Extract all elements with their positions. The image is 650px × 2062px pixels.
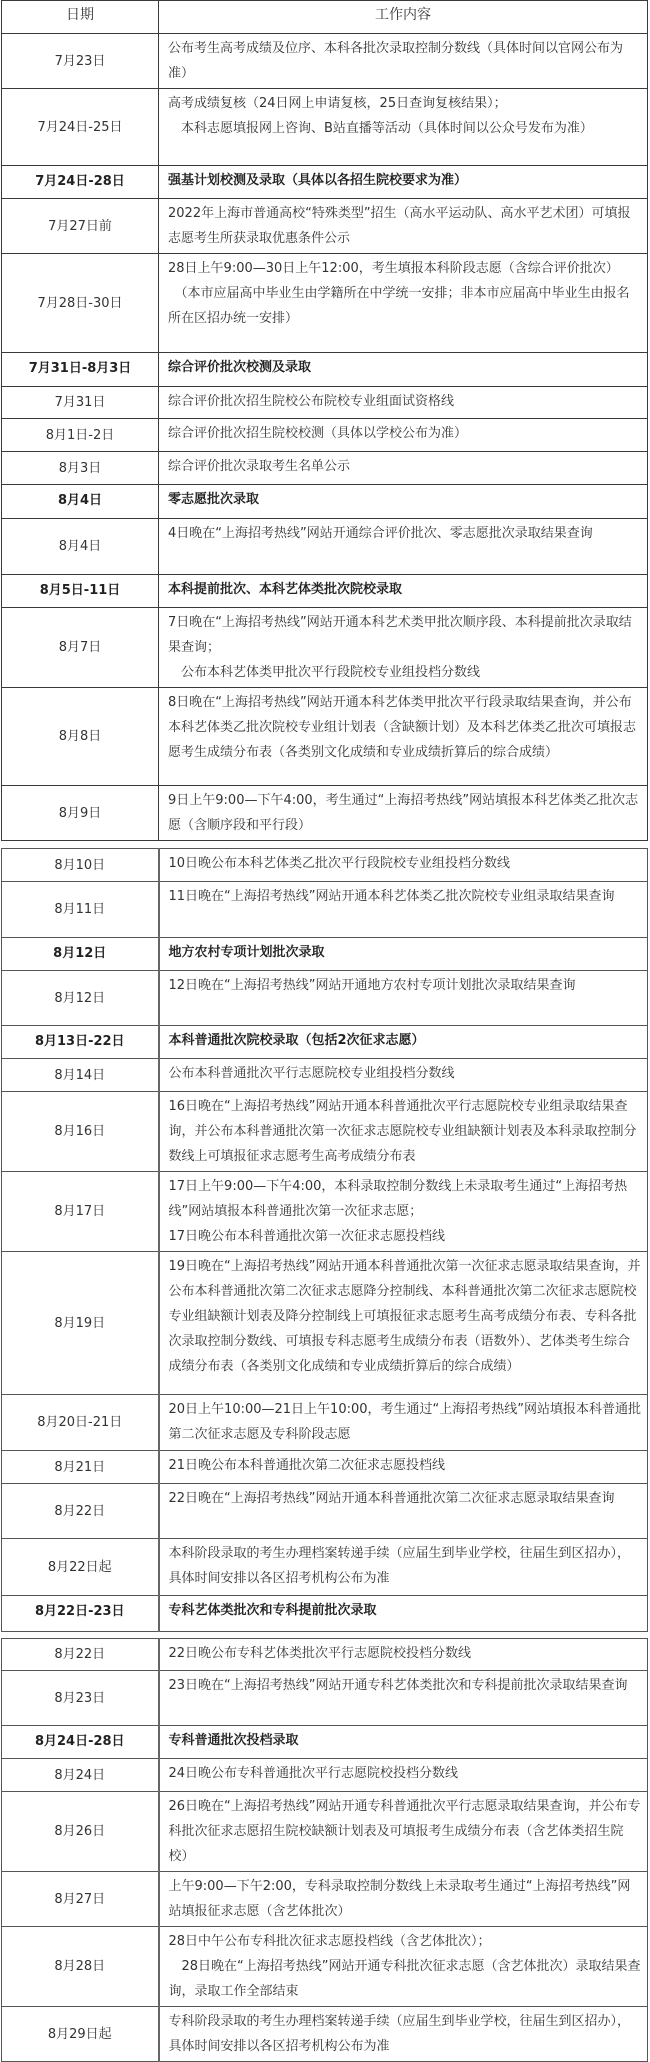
- content-cell: [159, 34, 648, 89]
- table-row: [2, 1927, 648, 2007]
- content-line: 28日晚在“上海招考热线”网站开通专科批次征求志愿（含艺体批次）录取结果查询，录取工作全部结束: [168, 1959, 641, 1999]
- content-cell: [159, 1395, 648, 1451]
- date-cell: 8月3日: [2, 452, 159, 485]
- content-line: 综合评价批次招生院校公布院校专业组面试资格线: [168, 394, 455, 409]
- schedule-table-2: [1, 848, 648, 1632]
- content-cell: [159, 1252, 648, 1395]
- date-cell: 8月28日: [2, 1927, 159, 2007]
- date-cell: 8月4日: [2, 519, 159, 575]
- content-cell: [159, 1726, 648, 1759]
- content-cell: [159, 938, 648, 971]
- content-cell: [159, 1927, 648, 2007]
- date-cell: 8月4日: [2, 485, 159, 519]
- content-cell: [159, 1759, 648, 1792]
- content-cell: [159, 387, 648, 419]
- table-row: [2, 971, 648, 1026]
- section-header-row: [2, 938, 648, 971]
- table-row: [2, 1395, 648, 1451]
- date-cell: 7月23日: [2, 34, 159, 89]
- content-line: 公布本科艺体类甲批次平行段院校专业组投档分数线: [168, 665, 481, 680]
- content-cell: [159, 882, 648, 938]
- content-cell: [159, 849, 648, 882]
- date-cell: 8月9日: [2, 786, 159, 841]
- content-cell: [159, 419, 648, 452]
- content-line: （本市应届高中毕业生由学籍所在中学统一安排；非本市应届高中毕业生由报名所在区招办统一安排）: [168, 286, 630, 326]
- content-line: 本科普通批次院校录取（包括2次征求志愿）: [168, 1033, 425, 1048]
- date-cell: 7月24日-25日: [2, 89, 159, 166]
- content-line: 4日晚在“上海招考热线”网站开通综合评价批次、零志愿批次录取结果查询: [168, 526, 593, 541]
- table-row: [2, 1759, 648, 1792]
- section-header-row: [2, 1596, 648, 1632]
- table-row: [2, 1451, 648, 1484]
- content-cell: [159, 2007, 648, 2062]
- content-cell: [159, 353, 648, 387]
- content-line: 9日上午9:00—下午4:00，考生通过“上海招考热线”网站填报本科艺体类乙批次志愿（含顺序段和平行段）: [168, 793, 639, 833]
- table-row: [2, 1484, 648, 1539]
- content-cell: [159, 1451, 648, 1484]
- content-line: 上午9:00—下午2:00，专科录取控制分数线上未录取考生通过“上海招考热线”网站填报征求志愿（含艺体批次）: [168, 1879, 631, 1919]
- date-cell: 8月22日起: [2, 1539, 159, 1596]
- table-row: [2, 1172, 648, 1252]
- content-line: 强基计划校测及录取（具体以各招生院校要求为准）: [168, 173, 468, 188]
- date-cell: 7月28日-30日: [2, 254, 159, 353]
- date-cell: 8月21日: [2, 1451, 159, 1484]
- content-line: 专科阶段录取的考生办理档案转递手续（应届生到毕业学校，往届生到区招办），具体时间安排以各区招考机构公布为准: [168, 2014, 631, 2054]
- content-cell: [159, 1671, 648, 1726]
- date-cell: 8月22日: [2, 1484, 159, 1539]
- date-cell: 8月14日: [2, 1059, 159, 1092]
- date-cell: 8月22日: [2, 1639, 159, 1671]
- content-cell: [159, 1539, 648, 1596]
- content-line: 高考成绩复核（24日网上申请复核，25日查询复核结果）；: [168, 96, 507, 111]
- section-header-row: [2, 1026, 648, 1059]
- table-row: [2, 608, 648, 688]
- content-line: 专科普通批次投档录取: [168, 1733, 299, 1748]
- date-cell: 8月20日-21日: [2, 1395, 159, 1451]
- content-line: 16日晚在“上海招考热线”网站开通本科普通批次平行志愿院校专业组录取结果查询，并公布本科普通批次第一次征求志愿院校专业组缺额计划表及本科录取控制分数线上可填报征求志愿考生高考成绩分布表: [168, 1099, 637, 1164]
- date-cell: 8月11日: [2, 882, 159, 938]
- section-header-row: [2, 166, 648, 199]
- header-date: 日期: [2, 1, 159, 34]
- date-cell: 8月16日: [2, 1092, 159, 1172]
- table-row: [2, 688, 648, 786]
- table-row: [2, 519, 648, 575]
- section-header-row: [2, 575, 648, 608]
- table-row: [2, 1539, 648, 1596]
- date-cell: 8月12日: [2, 938, 159, 971]
- content-line: 21日晚公布本科普通批次第二次征求志愿投档线: [168, 1458, 446, 1473]
- section-header-row: [2, 1726, 648, 1759]
- content-cell: [159, 1172, 648, 1252]
- content-cell: [159, 166, 648, 199]
- table-row: [2, 1671, 648, 1726]
- header-content: 工作内容: [159, 1, 648, 34]
- content-cell: [159, 1484, 648, 1539]
- date-cell: 8月19日: [2, 1252, 159, 1395]
- content-line: 8日晚在“上海招考热线”网站开通本科艺体类甲批次平行段录取结果查询，并公布本科艺体类乙批次院校专业组计划表（含缺额计划）及本科艺体类乙批次可填报志愿考生成绩分布表（各类别文化成绩和专业成绩折算后的综合成绩）: [168, 695, 637, 760]
- date-cell: 8月22日-23日: [2, 1596, 159, 1632]
- section-header-row: [2, 485, 648, 519]
- content-line: 专科艺体类批次和专科提前批次录取: [168, 1603, 377, 1618]
- content-line: 公布考生高考成绩及位序、本科各批次录取控制分数线（具体时间以官网公布为准）: [168, 41, 624, 81]
- content-line: 28日中午公布专科批次征求志愿投档线（含艺体批次）；: [168, 1934, 491, 1949]
- content-cell: [159, 1092, 648, 1172]
- date-cell: 7月31日: [2, 387, 159, 419]
- table-row: [2, 1872, 648, 1927]
- table-row: [2, 1059, 648, 1092]
- table-row: [2, 387, 648, 419]
- content-cell: [159, 971, 648, 1026]
- content-line: 综合评价批次校测及录取: [168, 360, 312, 375]
- date-cell: 8月26日: [2, 1792, 159, 1872]
- content-line: 11日晚在“上海招考热线”网站开通本科艺体类乙批次院校专业组录取结果查询: [168, 889, 615, 904]
- content-line: 地方农村专项计划批次录取: [168, 945, 325, 960]
- table-row: [2, 199, 648, 254]
- content-line: 12日晚在“上海招考热线”网站开通地方农村专项计划批次录取结果查询: [168, 978, 576, 993]
- date-cell: 8月8日: [2, 688, 159, 786]
- date-cell: 8月5日-11日: [2, 575, 159, 608]
- content-line: 本科阶段录取的考生办理档案转递手续（应届生到毕业学校，往届生到区招办），具体时间安排以各区招考机构公布为准: [168, 1546, 631, 1586]
- schedule-table-1: [1, 0, 648, 841]
- table-row: [2, 34, 648, 89]
- date-cell: 7月24日-28日: [2, 166, 159, 199]
- content-cell: [159, 254, 648, 353]
- content-line: 24日晚公布专科普通批次平行志愿院校投档分数线: [168, 1766, 459, 1781]
- date-cell: 8月24日-28日: [2, 1726, 159, 1759]
- content-line: 17日上午9:00—下午4:00，本科录取控制分数线上未录取考生通过“上海招考热线”网站填报本科普通批次第一次征求志愿；: [168, 1179, 628, 1219]
- table-row: [2, 452, 648, 485]
- date-cell: 8月7日: [2, 608, 159, 688]
- content-line: 19日晚在“上海招考热线”网站开通本科普通批次第一次征求志愿录取结果查询，并公布本科普通批次第二次征求志愿降分控制线、本科普通批次第二次征求志愿院校专业组缺额计划表及降分控制线上可填报征求志愿考生高考成绩分布表、专科各批次录取控制分数线、可填报专科志愿考生成绩分布表（语数外）、艺体类考生综合成绩分布表（各类别文化成绩和专业成绩折算后的综合成绩）: [168, 1259, 641, 1374]
- content-line: 20日上午10:00—21日上午10:00，考生通过“上海招考热线”网站填报本科普通批第二次征求志愿及专科阶段志愿: [168, 1402, 641, 1442]
- table-row: [2, 1092, 648, 1172]
- table-row: [2, 419, 648, 452]
- content-line: 综合评价批次录取考生名单公示: [168, 459, 351, 474]
- content-cell: [159, 1872, 648, 1927]
- content-line: 10日晚公布本科艺体类乙批次平行段院校专业组投档分数线: [168, 856, 511, 871]
- content-cell: [159, 688, 648, 786]
- content-line: 7日晚在“上海招考热线”网站开通本科艺术类甲批次顺序段、本科提前批次录取结果查询；: [168, 615, 632, 655]
- content-line: 本科志愿填报网上咨询、B站直播等活动（具体时间以公众号发布为准）: [168, 121, 593, 136]
- content-cell: [159, 575, 648, 608]
- table-row: [2, 882, 648, 938]
- content-line: 零志愿批次录取: [168, 492, 260, 507]
- date-cell: 8月27日: [2, 1872, 159, 1927]
- content-cell: [159, 1792, 648, 1872]
- content-line: 公布本科普通批次平行志愿院校专业组投档分数线: [168, 1066, 455, 1081]
- content-line: 综合评价批次招生院校校测（具体以学校公布为准）: [168, 426, 468, 441]
- table-row: [2, 89, 648, 166]
- date-cell: 8月23日: [2, 1671, 159, 1726]
- table-row: [2, 1639, 648, 1671]
- content-cell: [159, 1596, 648, 1632]
- content-line: 22日晚公布专科艺体类批次平行志愿院校投档分数线: [168, 1646, 472, 1661]
- content-cell: [159, 786, 648, 841]
- content-cell: [159, 199, 648, 254]
- content-line: 23日晚在“上海招考热线”网站开通专科艺体类批次和专科提前批次录取结果查询: [168, 1678, 628, 1693]
- date-cell: 8月29日起: [2, 2007, 159, 2062]
- date-cell: 8月13日-22日: [2, 1026, 159, 1059]
- table-row: [2, 1792, 648, 1872]
- content-cell: [159, 608, 648, 688]
- date-cell: 7月31日-8月3日: [2, 353, 159, 387]
- date-cell: 7月27日前: [2, 199, 159, 254]
- table-row: [2, 786, 648, 841]
- content-line: 2022年上海市普通高校“特殊类型”招生（高水平运动队、高水平艺术团）可填报志愿考生所获录取优惠条件公示: [168, 206, 631, 246]
- content-cell: [159, 452, 648, 485]
- content-line: 17日晚公布本科普通批次第一次征求志愿投档线: [168, 1229, 446, 1244]
- content-cell: [159, 89, 648, 166]
- section-header-row: [2, 353, 648, 387]
- date-cell: 8月24日: [2, 1759, 159, 1792]
- date-cell: 8月1日-2日: [2, 419, 159, 452]
- date-cell: 8月10日: [2, 849, 159, 882]
- content-line: 22日晚在“上海招考热线”网站开通本科普通批次第二次征求志愿录取结果查询: [168, 1491, 615, 1506]
- table-row: [2, 254, 648, 353]
- content-cell: [159, 1639, 648, 1671]
- table-header-row: [2, 1, 648, 34]
- content-cell: [159, 1026, 648, 1059]
- content-cell: [159, 519, 648, 575]
- table-row: [2, 2007, 648, 2062]
- content-cell: [159, 485, 648, 519]
- content-line: 本科提前批次、本科艺体类批次院校录取: [168, 582, 403, 597]
- table-row: [2, 849, 648, 882]
- content-cell: [159, 1059, 648, 1092]
- date-cell: 8月17日: [2, 1172, 159, 1252]
- content-line: 28日上午9:00—30日上午12:00，考生填报本科阶段志愿（含综合评价批次）: [168, 261, 619, 276]
- content-line: 26日晚在“上海招考热线”网站开通专科普通批次平行志愿录取结果查询，并公布专科批次征求志愿招生院校缺额计划表及可填报考生成绩分布表（含艺体类招生院校）: [168, 1799, 641, 1864]
- table-row: [2, 1252, 648, 1395]
- schedule-table-3: [1, 1638, 648, 2062]
- date-cell: 8月12日: [2, 971, 159, 1026]
